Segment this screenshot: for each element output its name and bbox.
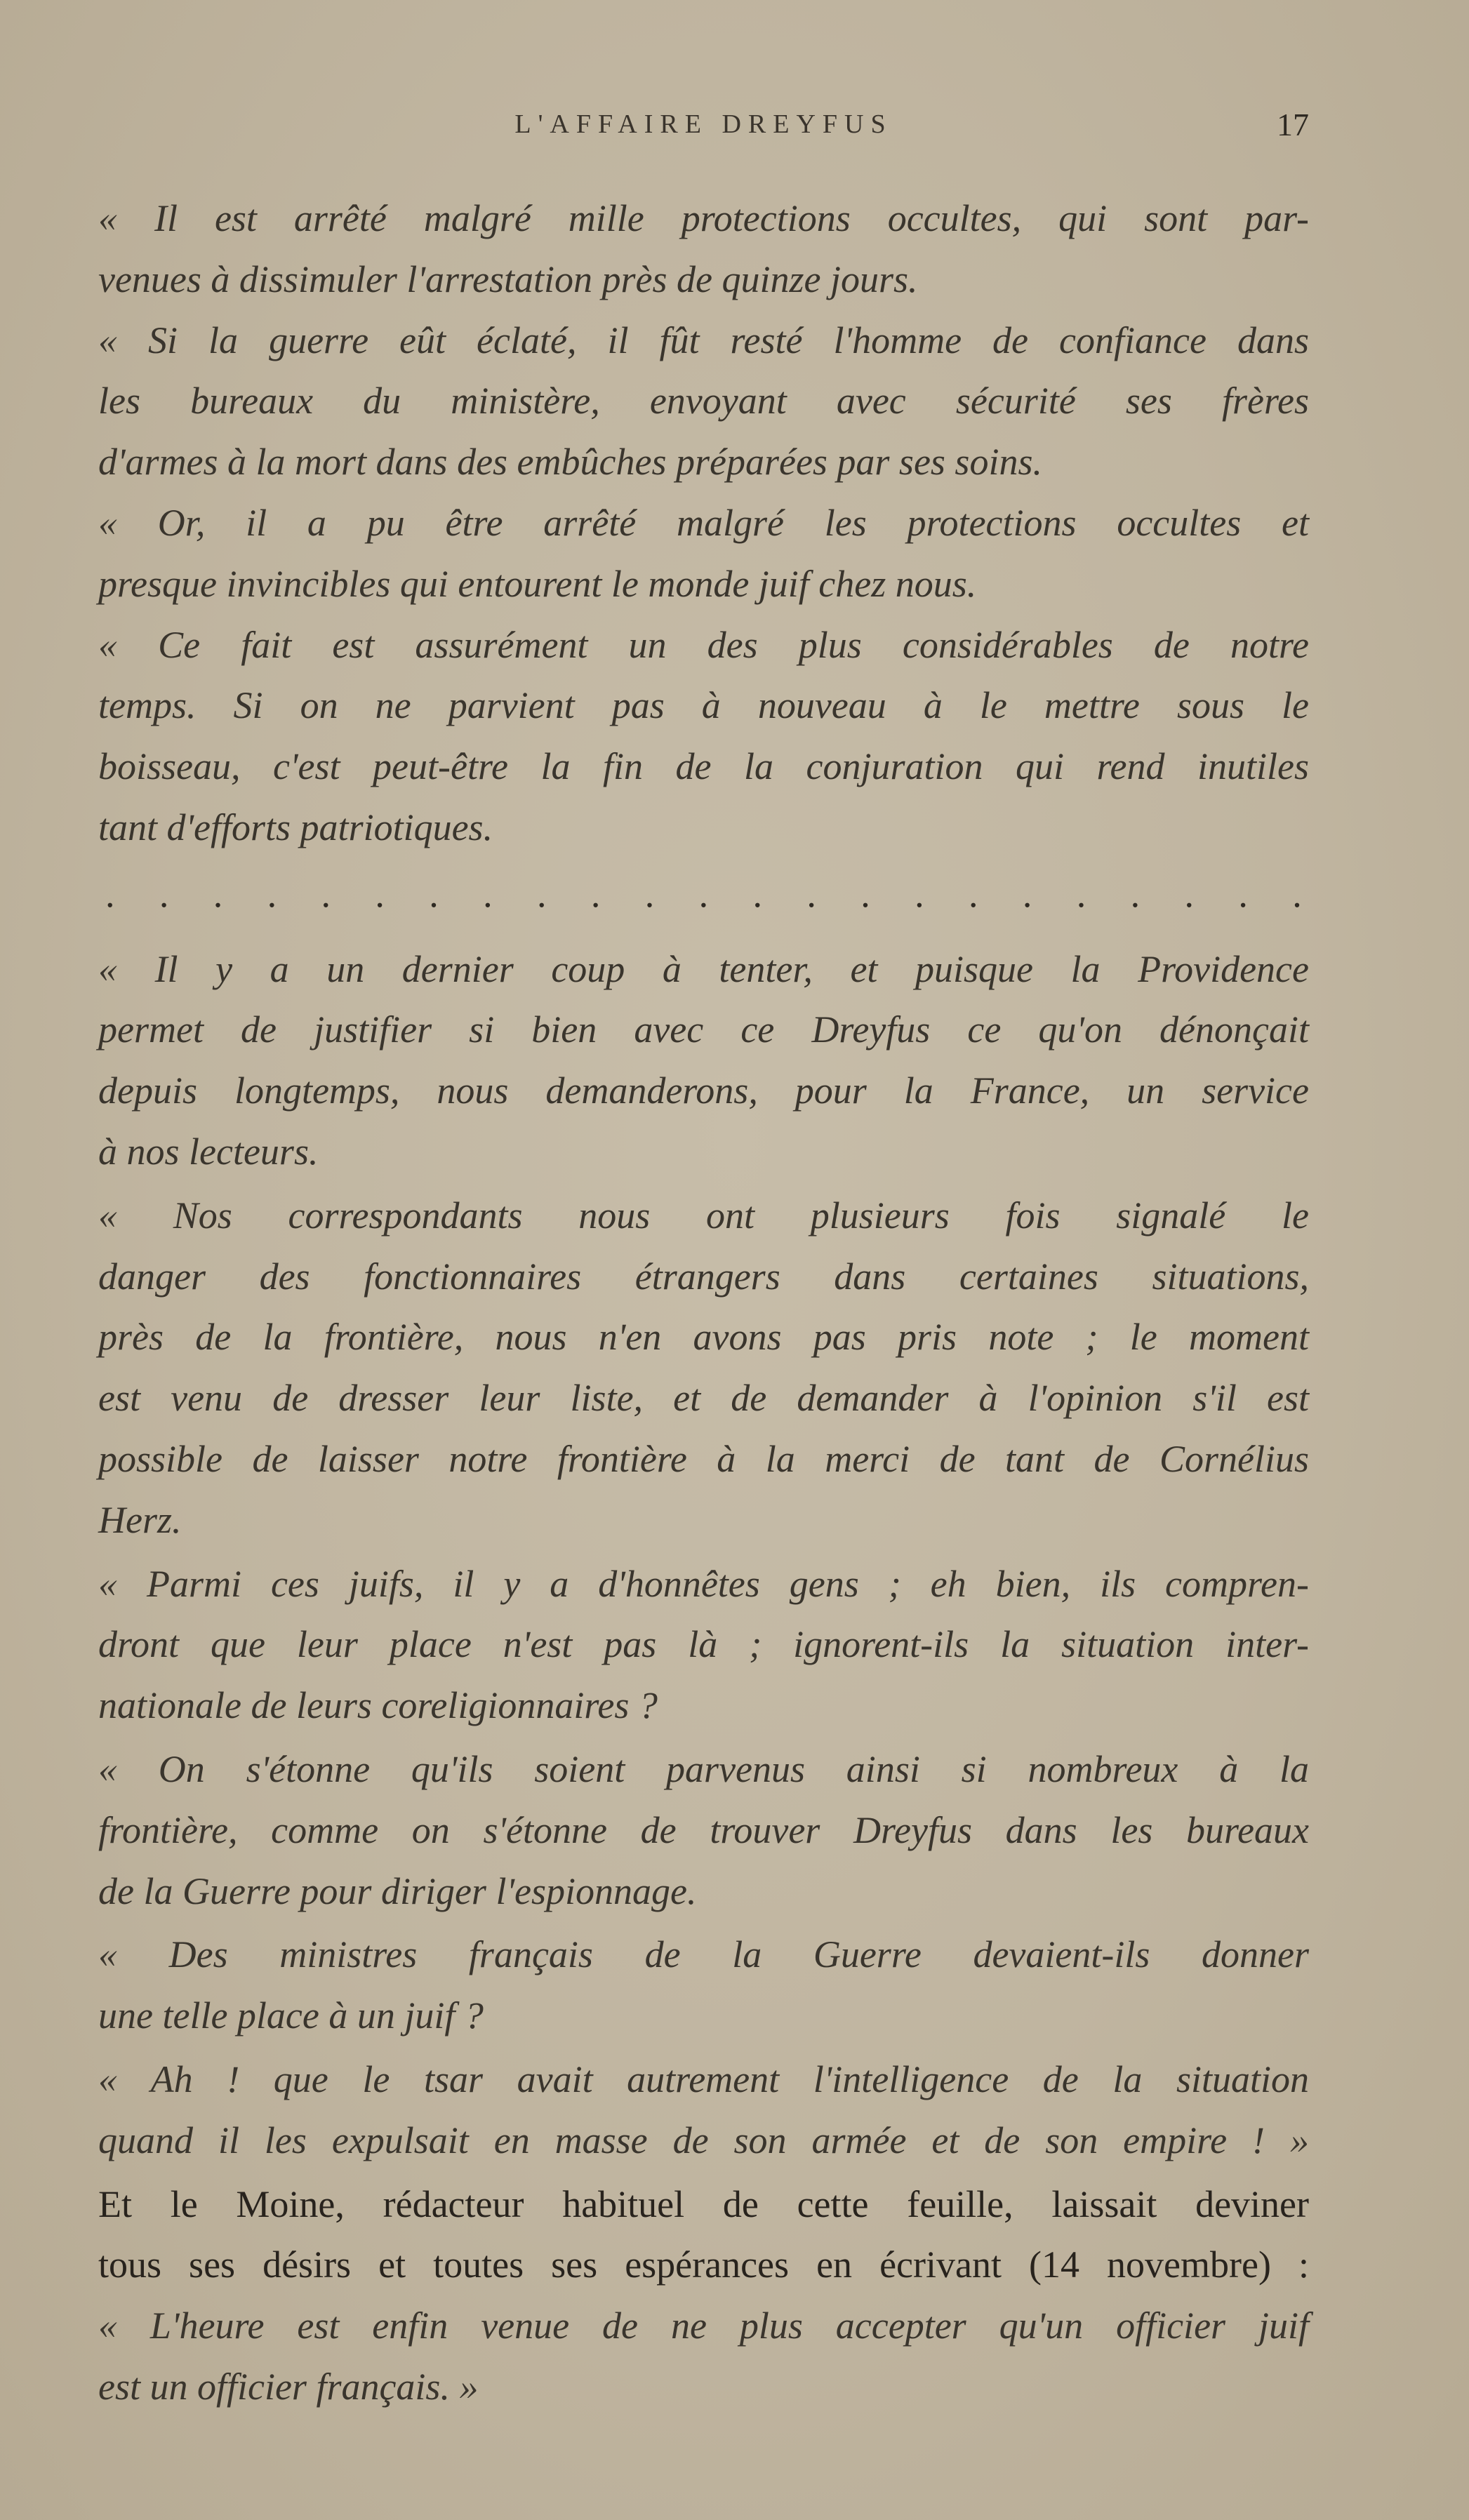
running-title: L'AFFAIRE DREYFUS <box>514 109 893 139</box>
body-text <box>98 189 1309 2416</box>
paragraph-2 <box>98 312 1309 491</box>
paragraph-8 <box>98 1740 1309 1920</box>
line: de la Guerre pour diriger l'espionnage. <box>98 1869 697 1912</box>
line: « On s'étonne qu'ils soient parvenus ainsi si nombreux à la <box>98 1747 1309 1790</box>
paragraph-11 <box>98 2175 1309 2295</box>
ellipsis-separator: . . . . . . . . . . . . . . . . . . . . . . . <box>105 872 1302 915</box>
line: depuis longtemps, nous demanderons, pour la France, un service <box>98 1069 1309 1112</box>
line: « Il y a un dernier coup à tenter, et puisque la Providence <box>98 947 1309 990</box>
line: « Parmi ces juifs, il y a d'honnêtes gens ; eh bien, ils compren- <box>98 1562 1309 1605</box>
line: Herz. <box>98 1498 182 1541</box>
line: est un officier français. » <box>98 2365 479 2408</box>
line: les bureaux du ministère, envoyant avec sécurité ses frères <box>98 380 1309 422</box>
line: « Il est arrêté malgré mille protections occultes, qui sont par- <box>98 197 1309 239</box>
paragraph-1 <box>98 189 1309 309</box>
line: Et le Moine, rédacteur habituel de cette feuille, laissait deviner <box>98 2182 1309 2225</box>
line: près de la frontière, nous n'en avons pas pris note ; le moment <box>98 1316 1309 1359</box>
paragraph-6 <box>98 1187 1309 1549</box>
line: « L'heure est enfin venue de ne plus accepter qu'un officier juif <box>98 2305 1309 2347</box>
line: « Des ministres français de la Guerre devaient-ils donner <box>98 1933 1309 1976</box>
line: « Or, il a pu être arrêté malgré les protections occultes et <box>98 501 1309 544</box>
line: temps. Si on ne parvient pas à nouveau à le mettre sous le <box>98 684 1309 727</box>
line: danger des fonctionnaires étrangers dans certaines situations, <box>98 1255 1309 1298</box>
line: nationale de leurs coreligionnaires ? <box>98 1684 658 1727</box>
line: une telle place à un juif ? <box>98 1994 484 2037</box>
line: « Ce fait est assurément un des plus considérables de notre <box>98 623 1309 666</box>
line: « Nos correspondants nous ont plusieurs fois signalé le <box>98 1194 1309 1236</box>
line: presque invincibles qui entourent le monde juif chez nous. <box>98 562 977 605</box>
line: venues à dissimuler l'arrestation près de quinze jours. <box>98 258 918 300</box>
line: quand il les expulsait en masse de son armée et de son empire ! » <box>98 2119 1309 2161</box>
line: boisseau, c'est peut-être la fin de la conjuration qui rend inutiles <box>98 745 1309 788</box>
paragraph-4 <box>98 616 1309 857</box>
page-header <box>98 109 1309 158</box>
line: « Ah ! que le tsar avait autrement l'intelligence de la situation <box>98 2058 1309 2100</box>
line: d'armes à la mort dans des embûches préparées par ses soins. <box>98 441 1042 484</box>
line: frontière, comme on s'étonne de trouver Dreyfus dans les bureaux <box>98 1808 1309 1851</box>
line: « Si la guerre eût éclaté, il fût resté l'homme de confiance dans <box>98 319 1309 361</box>
line: possible de laisser notre frontière à la merci de tant de Cornélius <box>98 1437 1309 1480</box>
page-number: 17 <box>1277 107 1309 142</box>
paragraph-7 <box>98 1555 1309 1735</box>
paragraph-9 <box>98 1926 1309 2045</box>
line: permet de justifier si bien avec ce Dreyfus ce qu'on dénonçait <box>98 1008 1309 1051</box>
line: tant d'efforts patriotiques. <box>98 806 493 848</box>
line: dront que leur place n'est pas là ; ignorent-ils la situation inter- <box>98 1623 1309 1666</box>
paragraph-12 <box>98 2297 1309 2416</box>
line: à nos lecteurs. <box>98 1130 319 1173</box>
line: est venu de dresser leur liste, et de demander à l'opinion s'il est <box>98 1377 1309 1420</box>
paragraph-5 <box>98 940 1309 1181</box>
line: tous ses désirs et toutes ses espérances en écrivant (14 novembre) : <box>98 2244 1309 2286</box>
paragraph-3 <box>98 494 1309 613</box>
paragraph-10 <box>98 2051 1309 2170</box>
